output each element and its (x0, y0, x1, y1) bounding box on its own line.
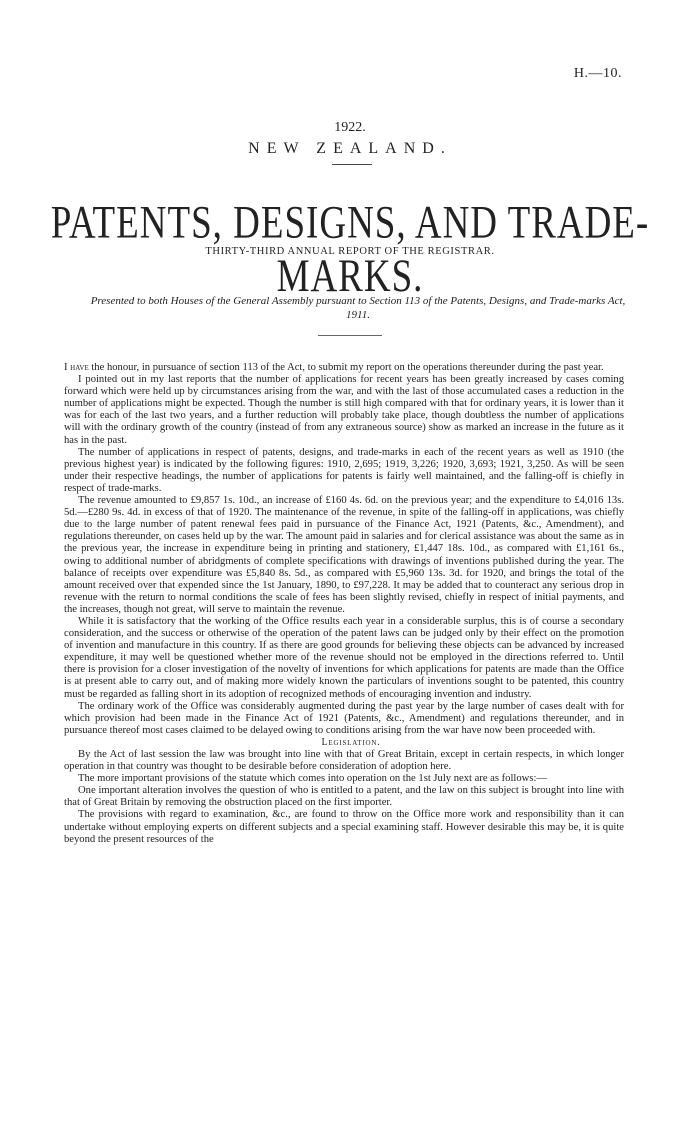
paragraph-8: The more important provisions of the statute which comes into operation on the 1st July next are as follows:— (78, 773, 547, 785)
report-body (64, 362, 624, 846)
paragraph-10: The provisions with regard to examination, &c., are found to throw on the Office more work and responsibility than it can undertake without employing experts on different subjects and a special examining staff. However desirable this may be, it is quite beyond the present resources of the (64, 809, 624, 845)
paragraph-3: The number of applications in respect of patents, designs, and trade-marks in each of the recent years as well as 1910 (the previous highest year) is indicated by the following figures: 1910, 2,695; 1919, 3,226; 1920, 3,693; 1921, 3,250. As will be seen under their respective headings, the number of applications for patents is fairly well maintained, and the falling-off is chiefly in respect of trade-marks. (64, 446, 624, 494)
page-reference: H.—10. (573, 66, 622, 81)
section-heading-legislation: Legislation. (321, 736, 381, 748)
report-year: 1922. (334, 120, 366, 135)
paragraph-text: the honour, in pursuance of section 113 of the Act, to submit my report on the operations thereunder during the past year. (88, 362, 604, 373)
paragraph-5: While it is satisfactory that the working of the Office results each year in a considerable surplus, this is of course a secondary consideration, and the success or otherwise of the operation of the patent laws can be judged only by their effect on the promotion of invention and manufacture in this country. If as there are good grounds for believing these objects can be advanced by increased expenditure, it may well be questioned whether more of the revenue should not be employed in the directions referred to. Until there is provision for a closer investigation of the novelty of inventions for which applications for patents are made than the Office is at present able to carry out, and of making more widely known the particulars of inventions sought to be patented, this country must be regarded as falling short in its adoption of recognized methods of encouraging invention and industry. (64, 615, 624, 700)
country-heading: NEW ZEALAND. (248, 140, 452, 157)
paragraph-4: The revenue amounted to £9,857 1s. 10d., an increase of £160 4s. 6d. on the previous year; and the expenditure to £4,016 13s. 5d.—£280 9s. 4d. in excess of that of 1920. The maintenance of the revenue, in spite of the falling-off in applications, was chiefly due to the large number of patent renewal fees paid in pursuance of the Finance Act, 1921 (Patents, &c., Amendment), and regulations thereunder, on cases held up by the war. The amount paid in salaries and for clerical assistance was about the same as in the previous year, the increase in expenditure being in printing and stationery, £1,447 18s. 10d., as compared with £1,161 6s., owing to additional number of abridgments of complete specifications with drawings of inventions published during the year. The balance of receipts over expenditure was £5,840 8s. 5d., as compared with £5,960 13s. 3d. for 1920, and brings the total of the amount received over that expended since the 1st January, 1890, to £97,228. It may be added that to counteract any serious drop in revenue with the return to normal conditions the scale of fees has been slightly revised, chiefly in respect of initial payments, and the increases, though not great, will serve to maintain the revenue. (64, 495, 624, 615)
paragraph-2: I pointed out in my last reports that the number of applications for recent years has been greatly increased by cases coming forward which were held up by circumstances arising from the war, and with the last of those accumulated cases a reduction in the number of applications might be expected. Though the number is still high compared with that for ordinary years, it is lower than it was for each of the last two years, and a further reduction will probably take place, though doubtless the number of applications will with the ordinary growth of the country (instead of from any extraneous source) show as marked an increase in the future as it has in the past. (64, 374, 624, 446)
paragraph-9: One important alteration involves the question of who is entitled to a patent, and the law on this subject is brought into line with that of Great Britain by removing the obstruction placed on the first importer. (64, 785, 624, 809)
document-subtitle: THIRTY-THIRD ANNUAL REPORT OF THE REGISTRAR. (205, 246, 495, 257)
paragraph-1 (64, 362, 624, 374)
paragraph-6: The ordinary work of the Office was considerably augmented during the past year by the large number of cases dealt with for which provision had been made in the Finance Act of 1921 (Patents, &c., Amendment) and regulations thereunder, and in pursuance thereof most cases claimed to be delayed owing to conditions arising from the war have now been proceeded with. (64, 700, 624, 736)
document-title: PATENTS, DESIGNS, AND TRADE-MARKS. (50, 197, 650, 303)
divider-rule-2 (318, 335, 382, 336)
presentation-note: Presented to both Houses of the General Assembly pursuant to Section 113 of the Patents, Designs, and Trade-marks Act, 1911. (90, 295, 626, 321)
paragraph-lead: I have (64, 362, 89, 373)
paragraph-7: By the Act of last session the law was brought into line with that of Great Britain, except in certain respects, in which longer operation in that country was thought to be desirable before consideration of adoption here. (64, 749, 624, 773)
divider-rule (332, 164, 372, 165)
